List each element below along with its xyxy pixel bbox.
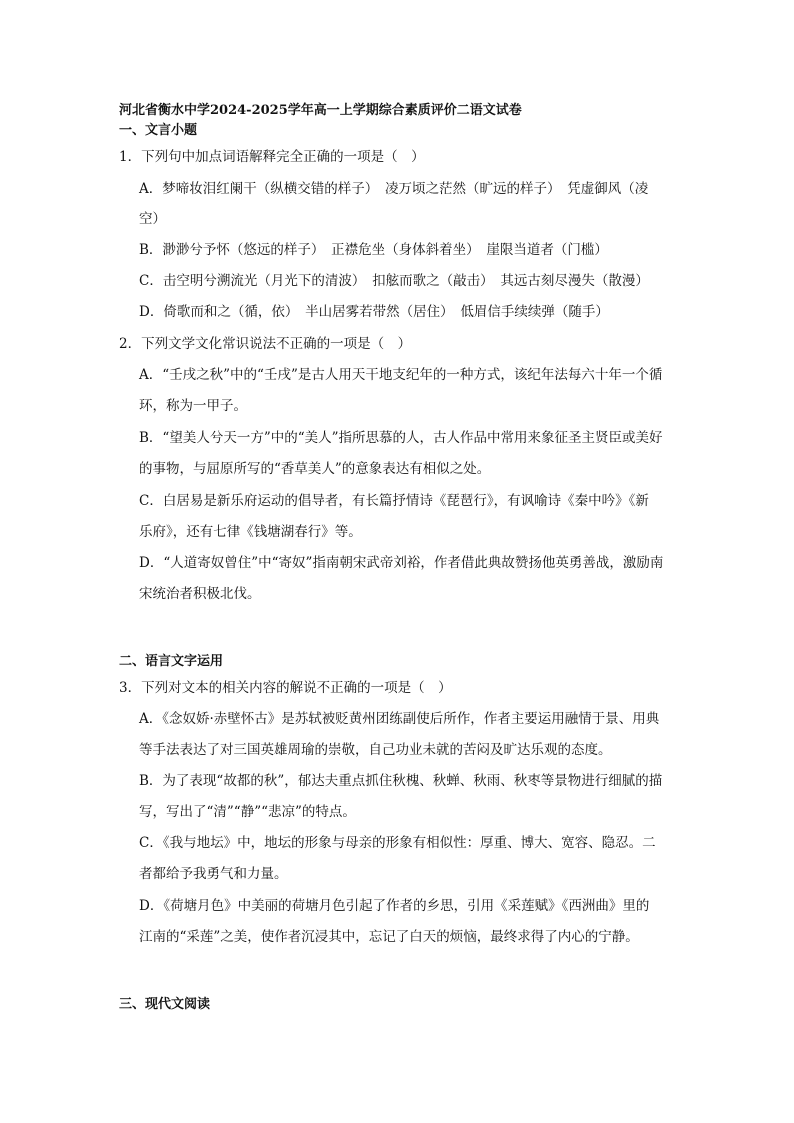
question-2-option-b: B．“望美人兮天一方”中的“美人”指所思慕的人，古人作品中常用来象征圣主贤臣或美好 (139, 430, 663, 446)
question-2-option-c-cont: 乐府》，还有七律《钱塘湖春行》等。 (139, 524, 362, 540)
question-2-option-a: A．“壬戌之秋”中的“壬戌”是古人用天干地支纪年的一种方式，该纪年法每六十年一个循 (139, 367, 663, 383)
question-3-option-c: C．《我与地坛》中，地坛的形象与母亲的形象有相似性：厚重、博大、宽容、隐忍。二 (139, 835, 656, 851)
question-1-option-c: C．击空明兮溯流光（月光下的清波） 扣舷而歌之（敲击） 其远古刻尽漫失（散漫） (139, 273, 649, 289)
question-3-option-b: B．为了表现“故都的秋”，郁达夫重点抓住秋槐、秋蝉、秋雨、秋枣等景物进行细腻的描 (139, 773, 663, 789)
question-2-option-b-cont: 的事物，与屈原所写的“香草美人”的意象表达有相似之处。 (139, 461, 491, 477)
question-3-option-b-cont: 写，写出了“清”“静”“悲凉”的特点。 (139, 804, 356, 820)
question-3-option-a-cont: 等手法表达了对三国英雄周瑜的崇敬，自己功业未就的苦闷及旷达乐观的态度。 (139, 742, 612, 758)
question-2-option-d: D．“人道寄奴曾住”中“寄奴”指南朝宋武帝刘裕，作者借此典故赞扬他英勇善战，激励南 (139, 555, 664, 571)
section-heading-language-use: 二、语言文字运用 (119, 654, 224, 669)
question-1-option-a-cont: 空） (139, 211, 166, 227)
question-2-option-c: C．白居易是新乐府运动的倡导者，有长篇抒情诗《琵琶行》，有讽喻诗《秦中吟》《新 (139, 493, 649, 509)
section-heading-classical-chinese: 一、文言小题 (119, 123, 198, 138)
question-1-stem: 1．下列句中加点词语解释完全正确的一项是（ ） (119, 149, 425, 165)
question-2-option-a-cont: 环，称为一甲子。 (139, 398, 247, 414)
question-2-stem: 2．下列文学文化常识说法不正确的一项是（ ） (119, 336, 412, 352)
document-title: 河北省衡水中学2024-2025学年高一上学期综合素质评价二语文试卷 (119, 103, 522, 118)
question-1-option-b: B．渺渺兮予怀（悠远的样子） 正襟危坐（身体斜着坐） 崖限当道者（门槛） (139, 242, 608, 258)
question-2-option-d-cont: 宋统治者积极北伐。 (139, 586, 261, 602)
section-heading-modern-reading: 三、现代文阅读 (119, 997, 211, 1012)
question-3-option-c-cont: 者都给予我勇气和力量。 (139, 866, 288, 882)
question-3-option-d-cont: 江南的“采莲”之美，使作者沉浸其中，忘记了白天的烦恼，最终求得了内心的宁静。 (139, 929, 639, 945)
question-1-option-d: D．倚歌而和之（循，依） 半山居雾若带然（居住） 低眉信手续续弹（随手） (139, 304, 609, 320)
question-1-option-a: A．梦啼妆泪红阑干（纵横交错的样子） 凌万顷之茫然（旷远的样子） 凭虚御风（凌 (139, 181, 649, 197)
question-3-option-a: A．《念奴娇·赤壁怀古》是苏轼被贬黄州团练副使后所作，作者主要运用融情于景、用典 (139, 711, 660, 727)
question-3-stem: 3．下列对文本的相关内容的解说不正确的一项是（ ） (119, 680, 452, 696)
question-3-option-d: D．《荷塘月色》中美丽的荷塘月色引起了作者的乡思，引用《采莲赋》《西洲曲》里的 (139, 898, 650, 914)
